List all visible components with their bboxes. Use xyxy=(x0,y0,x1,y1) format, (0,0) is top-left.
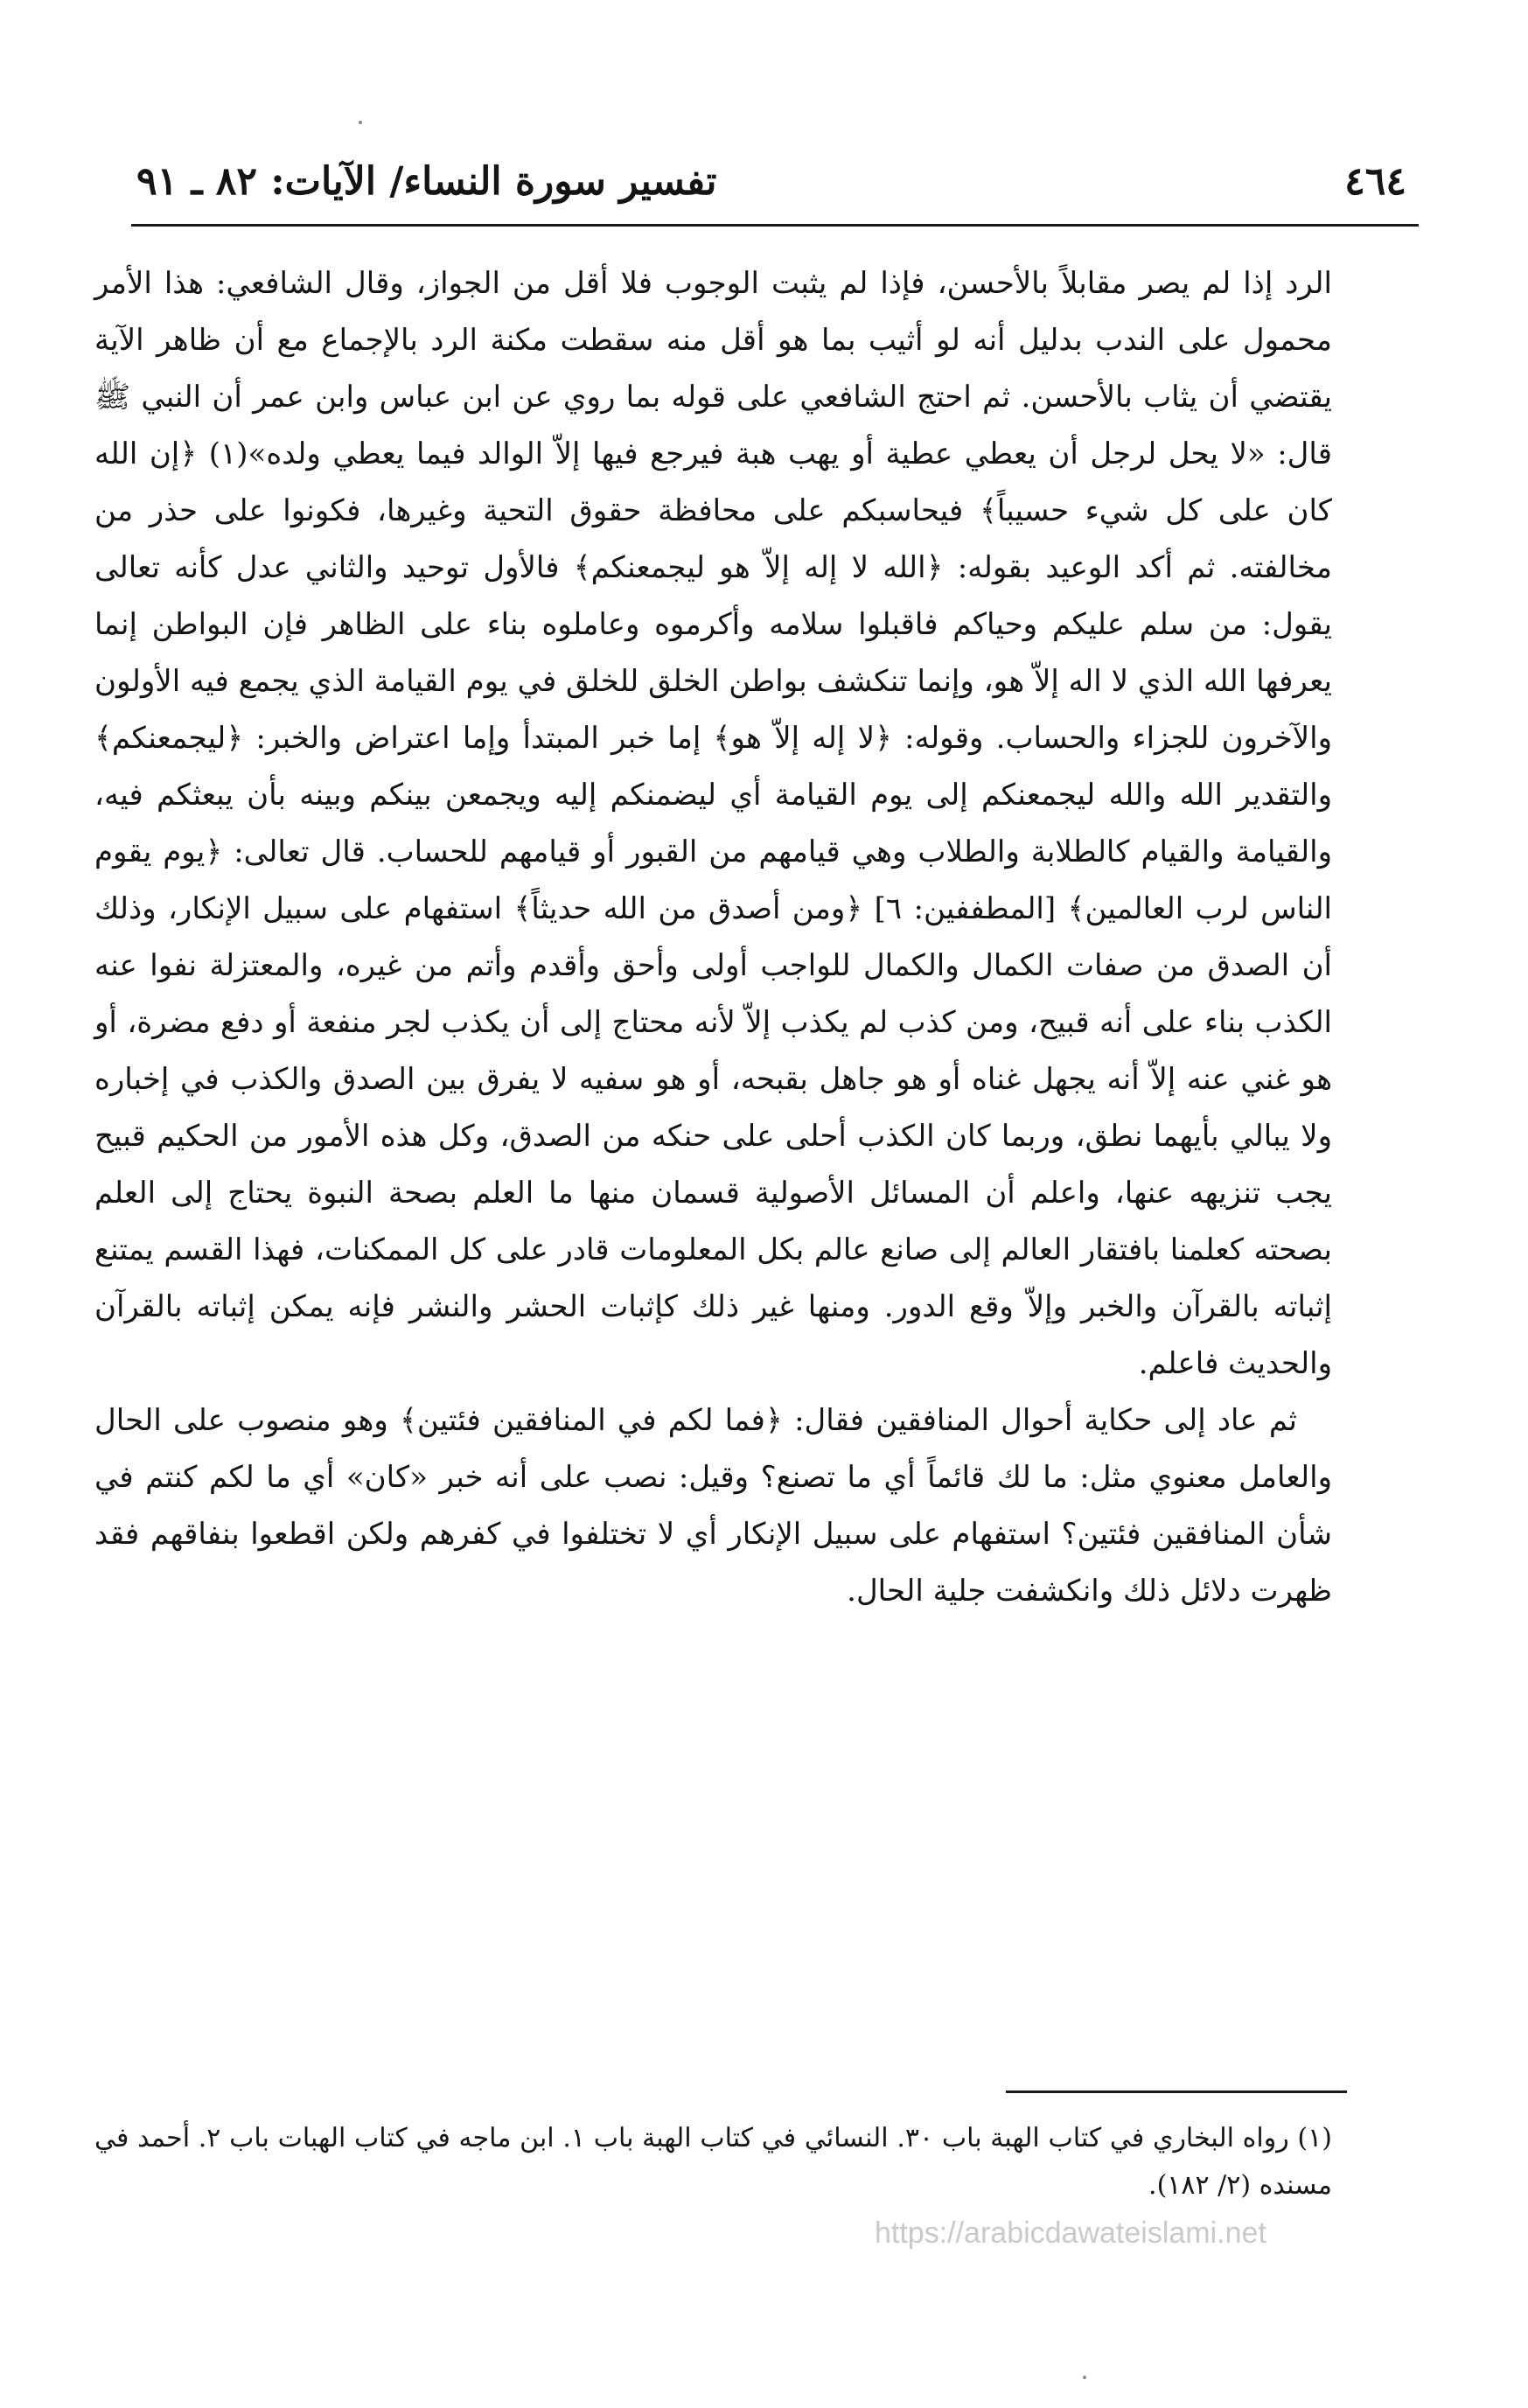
page-number: ٤٦٤ xyxy=(1344,159,1406,204)
scan-speck xyxy=(1083,2376,1086,2379)
footnote: (١) رواه البخاري في كتاب الهبة باب ٣٠. النسائي في كتاب الهبة باب ١. ابن ماجه في كتاب الهبات باب ٢. أحمد في مسنده (٢/ ١٨٢). xyxy=(94,2123,1332,2201)
header-rule xyxy=(131,224,1419,227)
running-title: تفسير سورة النساء/ الآيات: ٨٢ ـ ٩١ xyxy=(136,159,717,204)
main-text xyxy=(94,255,1332,1620)
watermark-url: https://arabicdawateislami.net xyxy=(875,2216,1266,2250)
paragraph: ثم عاد إلى حكاية أحوال المنافقين فقال: ﴿فما لكم في المنافقين فئتين﴾ وهو منصوب على الحال والعامل معنوي مثل: ما لك قائماً أي ما تصنع؟ وقيل: نصب على أنه خبر «كان» أي ما لكم كنتم في شأن المنافقين فئتين؟ استفهام على سبيل الإنكار أي لا تختلفوا في كفرهم ولكن اقطعوا بنفاقهم فقد ظهرت دلائل ذلك وانكشفت جلية الحال. xyxy=(94,1403,1332,1609)
footnote-rule xyxy=(1006,2090,1347,2093)
page-header xyxy=(131,159,1417,212)
paragraph: الرد إذا لم يصر مقابلاً بالأحسن، فإذا لم يثبت الوجوب فلا أقل من الجواز، وقال الشافعي: هذا الأمر محمول على الندب بدليل أنه لو أثيب بما هو أقل منه سقطت مكنة الرد بالإجماع مع أن ظاهر الآية يقتضي أن يثاب بالأحسن. ثم احتج الشافعي على قوله بما روي عن ابن عباس وابن عمر أن النبي ﷺ قال: «لا يحل لرجل أن يعطي عطية أو يهب هبة فيرجع فيها إلاّ الوالد فيما يعطي ولده»(١) ﴿إن الله كان على كل شيء حسيباً﴾ فيحاسبكم على محافظة حقوق التحية وغيرها، فكونوا على حذر من مخالفته. ثم أكد الوعيد بقوله: ﴿الله لا إله إلاّ هو ليجمعنكم﴾ فالأول توحيد والثاني عدل كأنه تعالى يقول: من سلم عليكم وحياكم فاقبلوا سلامه وأكرموه وعاملوه بناء على الظاهر فإن البواطن إنما يعرفها الله الذي لا اله إلاّ هو، وإنما تنكشف بواطن الخلق للخلق في يوم القيامة الذي يجمع فيه الأولون والآخرون للجزاء والحساب. وقوله: ﴿لا إله إلاّ هو﴾ إما خبر المبتدأ وإما اعتراض والخبر: ﴿ليجمعنكم﴾ والتقدير الله والله ليجمعنكم إلى يوم القيامة أي ليضمنكم إليه ويجمعن بينكم وبينه بأن يبعثكم فيه، والقيامة والقيام كالطلابة والطلاب وهي قيامهم من القبور أو قيامهم للحساب. قال تعالى: ﴿يوم يقوم الناس لرب العالمين﴾ [المطففين: ٦] ﴿ومن أصدق من الله حديثاً﴾ استفهام على سبيل الإنكار، وذلك أن الصدق من صفات الكمال والكمال للواجب أولى وأحق وأقدم وأتم من غيره، والمعتزلة نفوا عنه الكذب بناء على أنه قبيح، ومن كذب لم يكذب إلاّ لأنه محتاج إلى أن يكذب لجر منفعة أو دفع مضرة، أو هو غني عنه إلاّ أنه يجهل غناه أو هو جاهل بقبحه، أو هو سفيه لا يفرق بين الصدق والكذب في إخباره ولا يبالي بأيهما نطق، وربما كان الكذب أحلى على حنكه من الصدق، وكل هذه الأمور من الحكيم قبيح يجب تنزيهه عنها، واعلم أن المسائل الأصولية قسمان منها ما العلم بصحة النبوة يحتاج إلى العلم بصحته كعلمنا بافتقار العالم إلى صانع عالم بكل المعلومات قادر على كل الممكنات، فهذا القسم يمتنع إثباته بالقرآن والخبر وإلاّ وقع الدور. ومنها غير ذلك كإثبات الحشر والنشر فإنه يمكن إثباته بالقرآن والحديث فاعلم. xyxy=(94,266,1333,1381)
scan-speck xyxy=(359,121,362,124)
